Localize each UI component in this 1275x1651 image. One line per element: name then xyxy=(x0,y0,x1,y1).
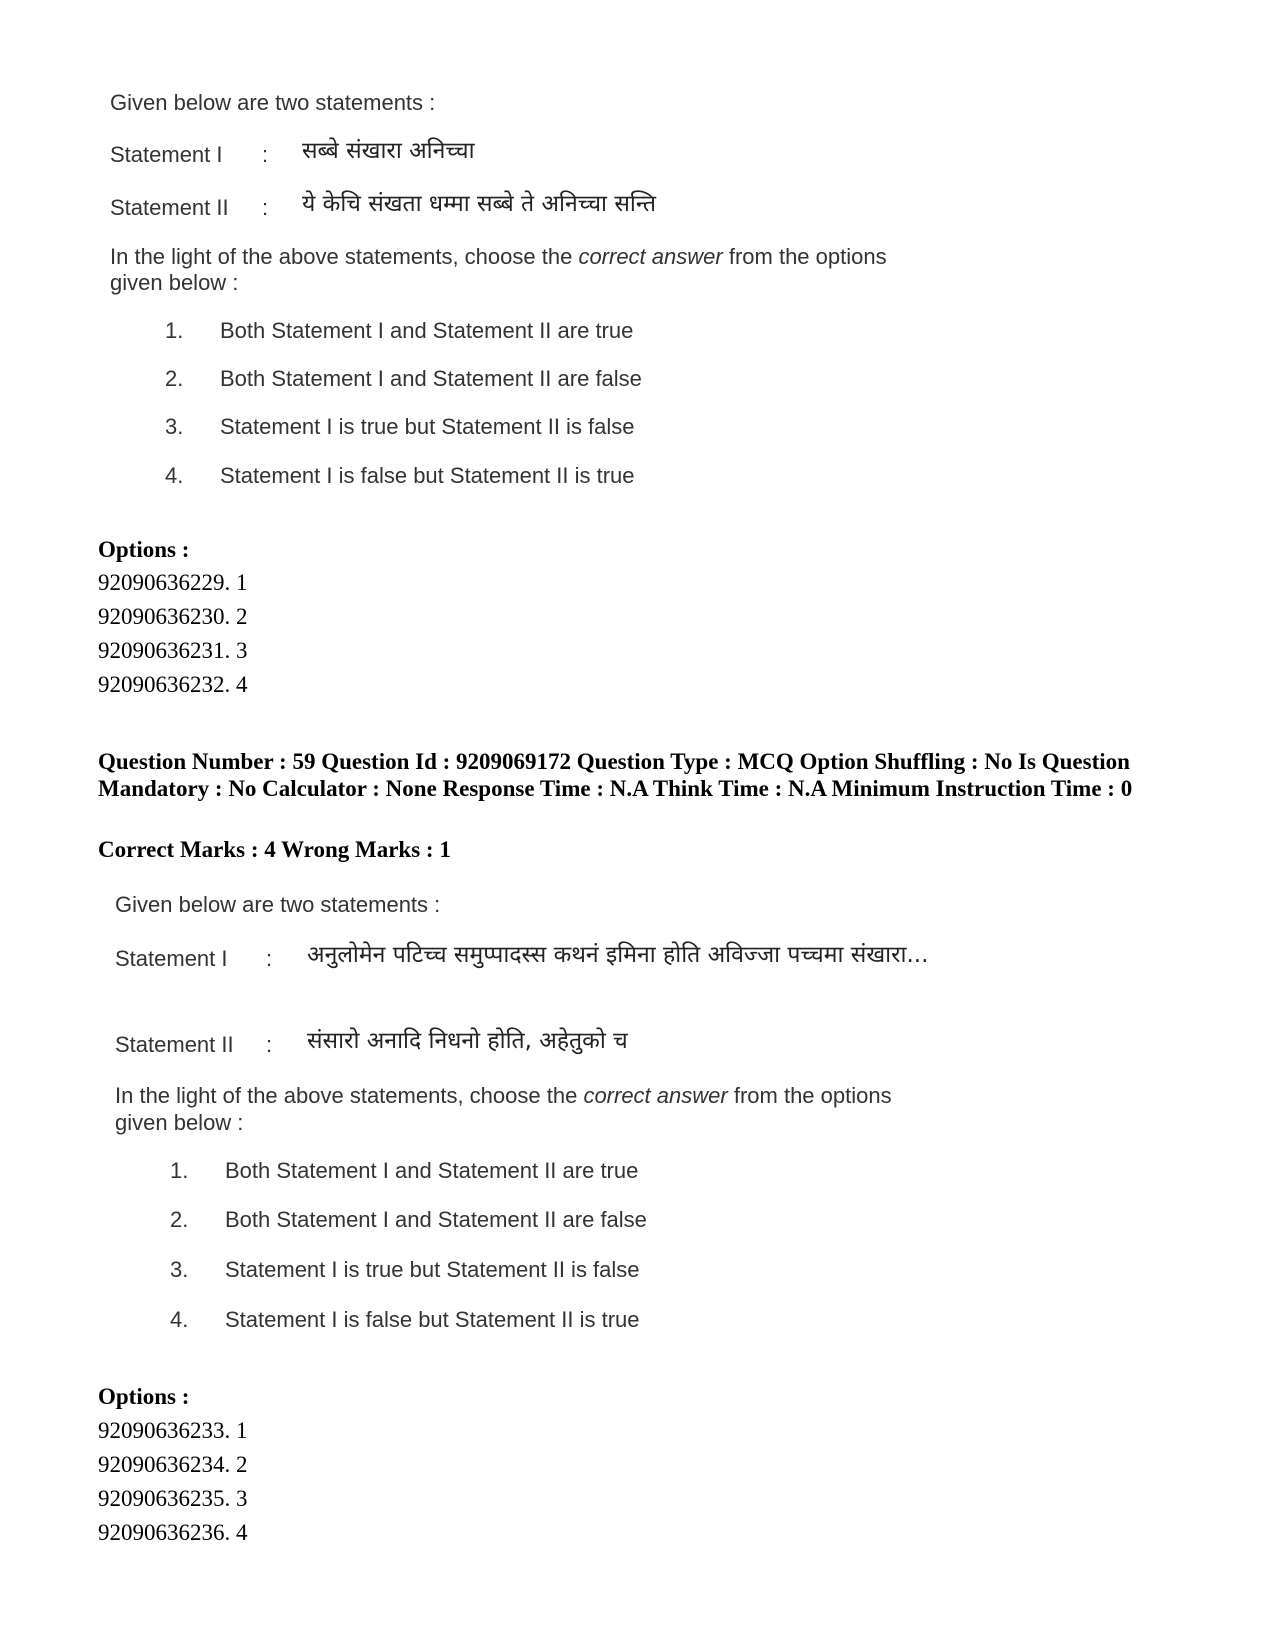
q58-statement-2-text: ये केचि संखता धम्मा सब्बे ते अनिच्चा सन्ति xyxy=(302,191,657,217)
q58-choice-1-number: 1. xyxy=(165,318,184,343)
q59-instruction-pre: In the light of the above statements, choose the xyxy=(115,1083,578,1108)
q58-choice-2-text: Both Statement I and Statement II are false xyxy=(220,366,642,391)
q59-instruction-line-2: given below : xyxy=(115,1110,244,1135)
q58-options-heading: Options : xyxy=(98,537,190,562)
q59-marks-text: Correct Marks : 4 Wrong Marks : 1 xyxy=(98,837,451,862)
q59-choice-4-number: 4. xyxy=(170,1307,189,1332)
q59-instruction-post: from the options xyxy=(733,1083,892,1108)
q58-intro: Given below are two statements : xyxy=(110,90,436,115)
q58-choice-3-number: 3. xyxy=(165,414,184,439)
q58-instruction-line-2: given below : xyxy=(110,270,239,295)
q59-instruction xyxy=(115,1083,892,1109)
q58-choice-2-number: 2. xyxy=(165,366,184,391)
q58-option-id-2: 92090636230. 2 xyxy=(98,604,248,629)
q58-statement-1-label: Statement I xyxy=(110,142,223,167)
q59-option-id-2: 92090636234. 2 xyxy=(98,1452,248,1477)
q58-option-id-4: 92090636232. 4 xyxy=(98,672,248,697)
q59-statement-2-text: संसारो अनादि निधनो होति, अहेतुको च xyxy=(307,1028,628,1054)
q59-intro: Given below are two statements : xyxy=(115,892,441,917)
q58-instruction-post: from the options xyxy=(728,244,887,269)
q58-statement-2-colon: : xyxy=(262,195,269,220)
q59-choice-2-number: 2. xyxy=(170,1207,189,1232)
q58-choice-3-text: Statement I is true but Statement II is false xyxy=(220,414,635,439)
q59-statement-2-colon: : xyxy=(266,1032,273,1057)
q59-options-heading: Options : xyxy=(98,1384,190,1409)
q59-option-id-1: 92090636233. 1 xyxy=(98,1418,248,1443)
q59-choice-4-text: Statement I is false but Statement II is true xyxy=(225,1307,640,1332)
q59-statement-1-colon: : xyxy=(266,946,273,971)
question-58-image xyxy=(0,0,1275,520)
q59-statement-1-text: अनुलोमेन पटिच्च समुप्पादस्स कथनं इमिना होति अविज्जा पच्चमा संखारा... xyxy=(307,942,929,968)
q58-option-id-3: 92090636231. 3 xyxy=(98,638,248,663)
q58-choice-1-text: Both Statement I and Statement II are true xyxy=(220,318,634,343)
q58-instruction-pre: In the light of the above statements, choose the xyxy=(110,244,573,269)
q59-statement-1-label: Statement I xyxy=(115,946,228,971)
q59-option-id-4: 92090636236. 4 xyxy=(98,1520,248,1545)
q59-instruction-emphasis: correct answer xyxy=(583,1083,728,1108)
q58-instruction xyxy=(110,244,887,270)
q58-instruction-emphasis: correct answer xyxy=(578,244,723,269)
q58-statement-2-label: Statement II xyxy=(110,195,229,220)
q59-meta-text: Question Number : 59 Question Id : 9209069172 Question Type : MCQ Option Shuffling : No Is Question Mandatory : No Calculator : None Response Time : N.A Think Time : N.A Minimum Instruction Time : 0 xyxy=(98,749,1133,801)
q59-choice-3-number: 3. xyxy=(170,1257,189,1282)
q59-choice-1-text: Both Statement I and Statement II are true xyxy=(225,1158,639,1183)
q59-choice-1-number: 1. xyxy=(170,1158,189,1183)
q58-statement-1-text: सब्बे संखारा अनिच्चा xyxy=(302,138,475,164)
q58-choice-4-text: Statement I is false but Statement II is true xyxy=(220,463,635,488)
q58-choice-4-number: 4. xyxy=(165,463,184,488)
q58-option-id-1: 92090636229. 1 xyxy=(98,570,248,595)
q59-choice-2-text: Both Statement I and Statement II are false xyxy=(225,1207,647,1232)
q59-choice-3-text: Statement I is true but Statement II is false xyxy=(225,1257,640,1282)
q59-statement-2-label: Statement II xyxy=(115,1032,234,1057)
q58-statement-1-colon: : xyxy=(262,142,269,167)
q59-option-id-3: 92090636235. 3 xyxy=(98,1486,248,1511)
